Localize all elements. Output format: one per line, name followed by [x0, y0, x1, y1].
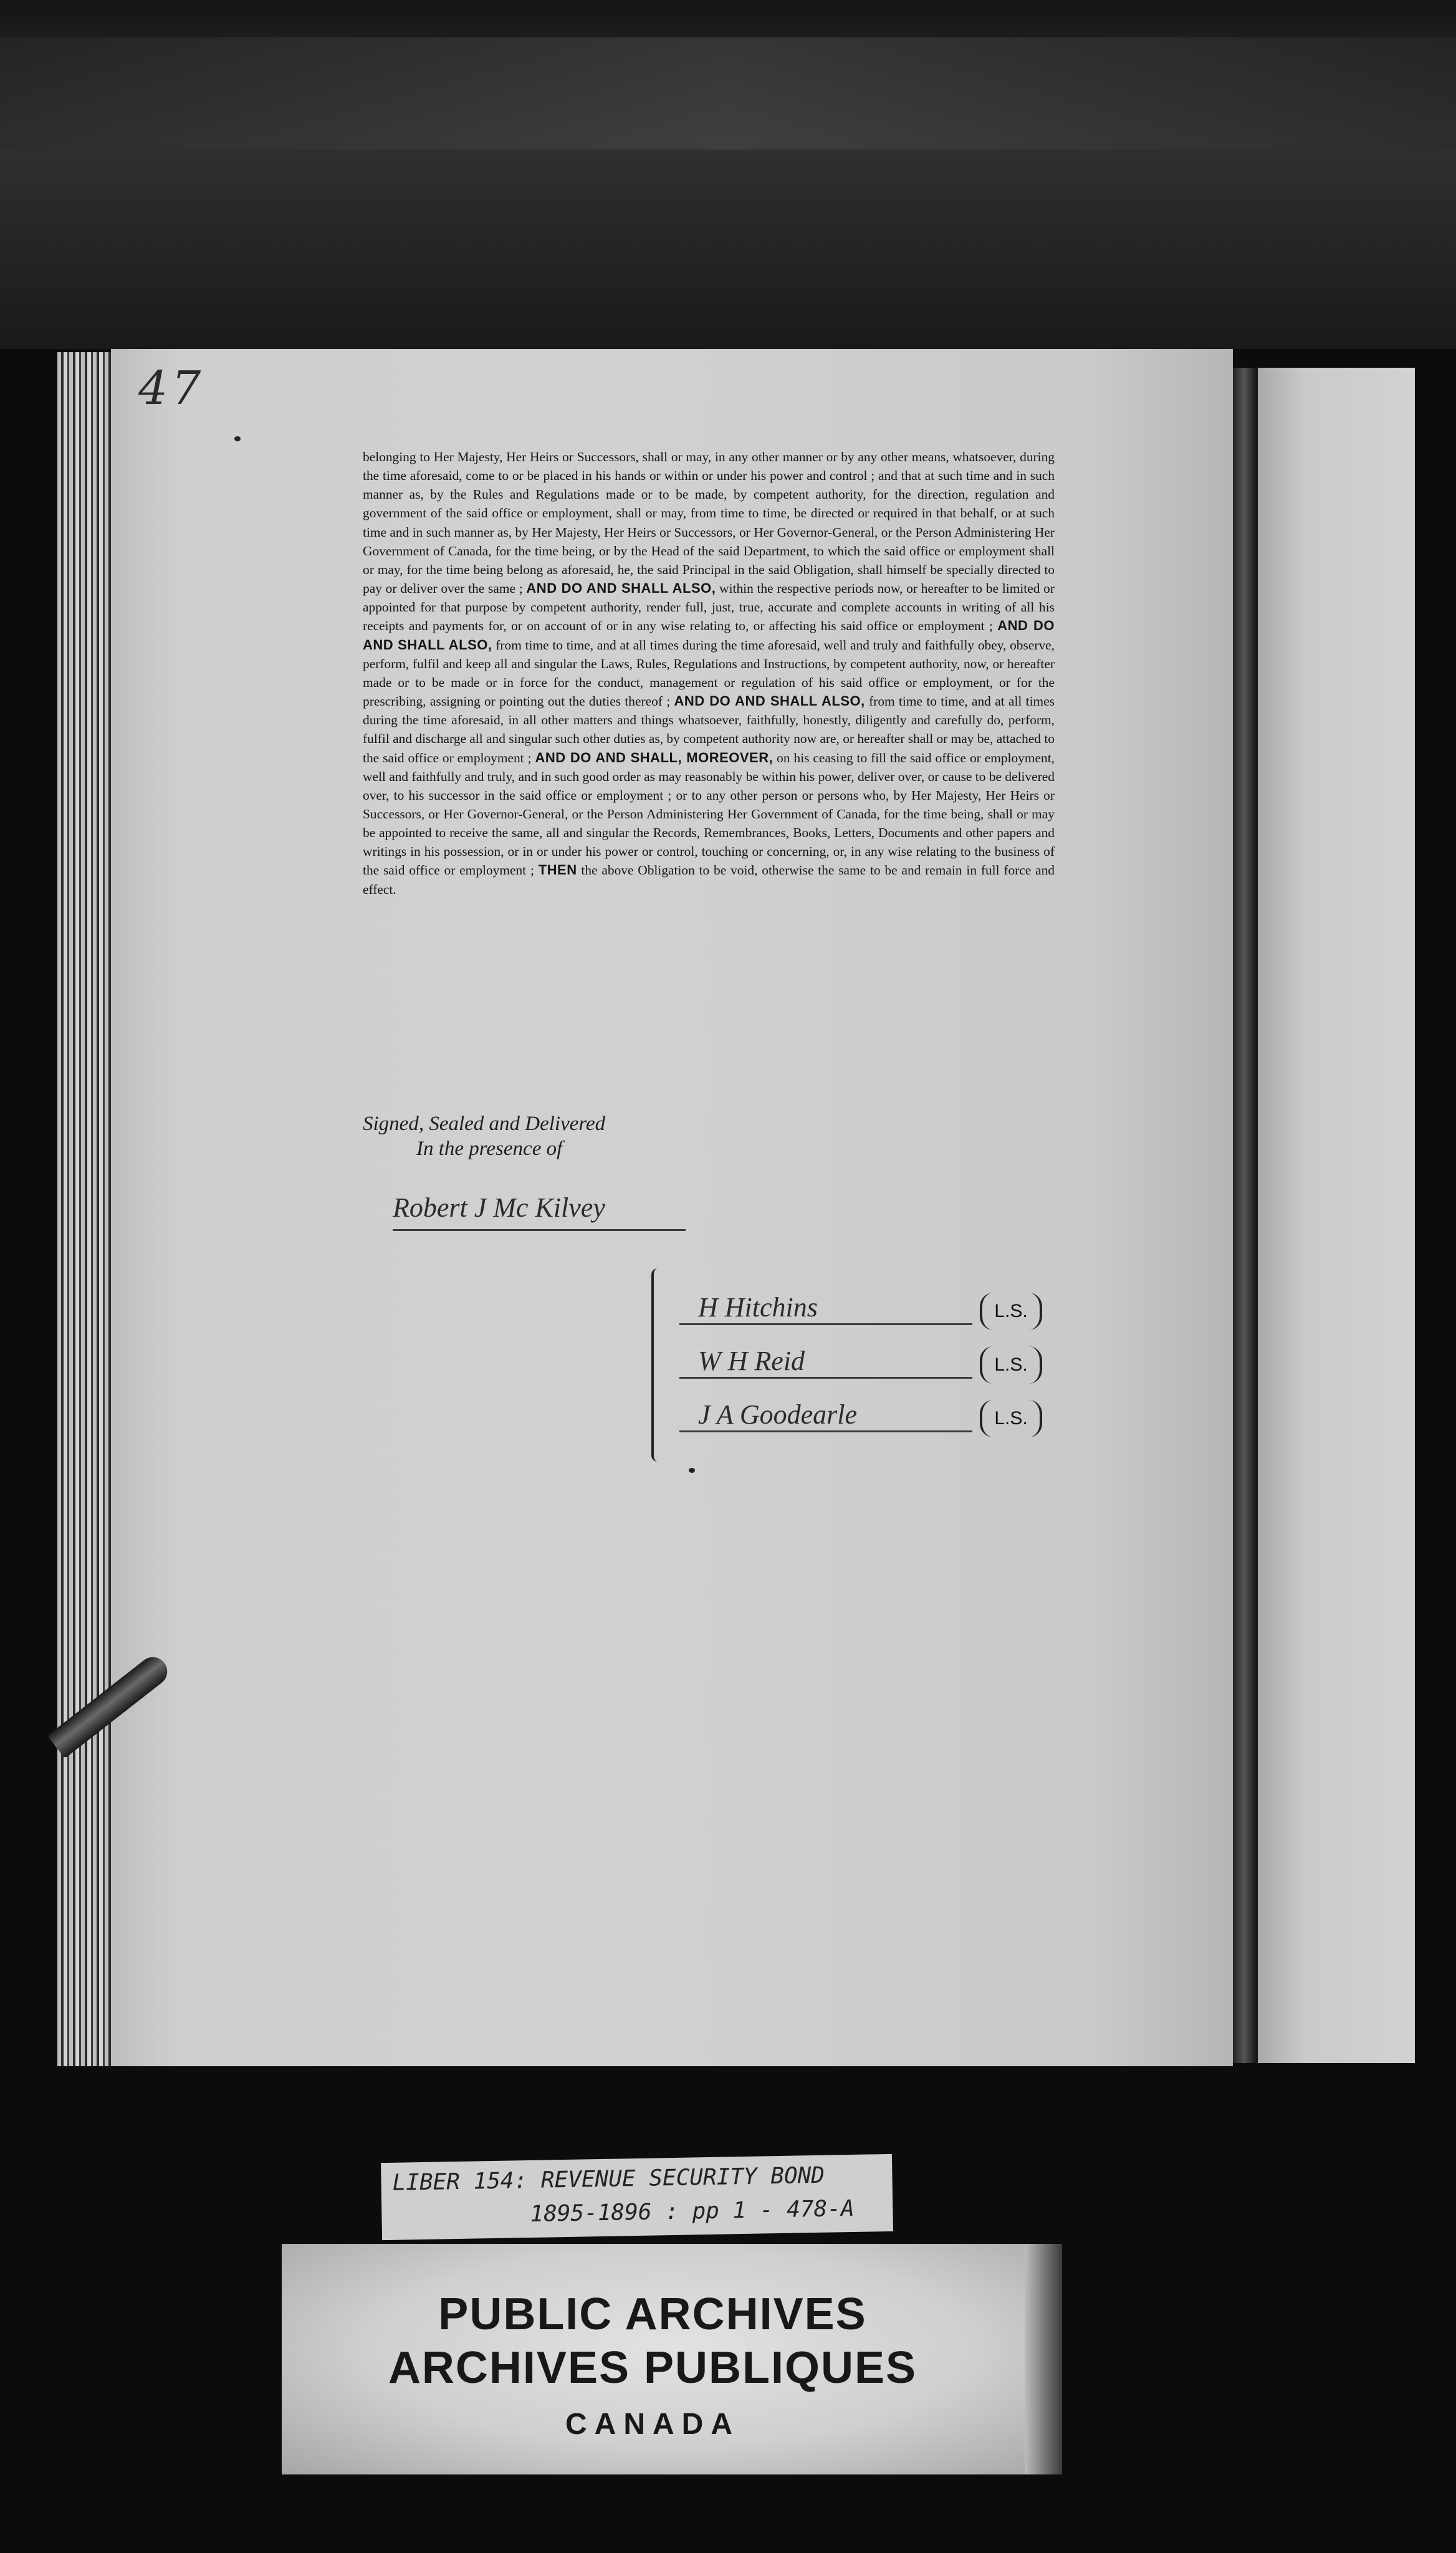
ls-seal: L.S.: [980, 1293, 1042, 1330]
reference-label-line2: 1895-1896 : pp 1 - 478-A: [530, 2195, 855, 2227]
signatory-row: [679, 1345, 1078, 1389]
reference-label-line1: LIBER 154: REVENUE SECURITY BOND: [392, 2162, 825, 2196]
folio-number: 47: [138, 362, 205, 415]
witness-heading: [363, 1111, 605, 1161]
clause-text: belonging to Her Majesty, Her Heirs or Successors, shall or may, in any other manner or by any other means, whatsoever, during the time aforesaid, come to or be placed in his hands or within or under his power and control ; and that at such time and in such manner as, by the Rules and Regulations made or to be made, by competent authority, for the direction, regulation and government of the said office or employment, shall or may, from time to time, be directed or required in that behalf, or at such time and in such manner as, by Her Majesty, Her Heirs or Successors, or Her Governor-General, or the Person Administering Her Government of Canada, for the time being, or by the Head of the said Department, to which the said office or employment shall or may, for the time being belong as aforesaid, he, the said Principal in the said Obligation, shall himself be specially directed to pay or deliver over the same ;: [363, 449, 1055, 596]
clause-heading: AND DO AND SHALL ALSO,: [363, 618, 1055, 653]
clause-text: from time to time, and at all times during the time aforesaid, well and truly and faithfully obey, observe, perform, fulfil and keep all and singular the Laws, Rules, Regulations and Instructions, by competent authority, now, or hereafter made or to be made or in force for the conduct, management or regulation of his said office or employment, or for the prescribing, assigning or pointing out the duties thereof ;: [363, 637, 1055, 709]
signatory-signature: J A Goodearle: [679, 1399, 972, 1432]
clause-text: on his ceasing to fill the said office or employment, well and faithfully and truly, and in such good order as may reasonably be within his power, deliver over, or cause to be delivered over, to his successor in the said office or employment ; or to any other person or persons who, by Her Majesty, Her Heirs or Successors, or Her Governor-General, or the Person Administering Her Government of Canada, for the time being, shall or may be appointed to receive the same, all and singular the Records, Remembrances, Books, Letters, Documents and other papers and writings in his possession, or in or under his power or control, touching or concerning, or, in any wise relating to the business of the said office or employment ;: [363, 750, 1055, 878]
clause-heading: AND DO AND SHALL ALSO,: [526, 580, 716, 596]
film-light-band: [0, 37, 1456, 150]
signatory-bracket: [651, 1268, 663, 1462]
signatory-row: [679, 1399, 1078, 1442]
witness-heading-line1: Signed, Sealed and Delivered: [363, 1113, 606, 1135]
witness-heading-line2: In the presence of: [416, 1138, 563, 1160]
archives-title-en: PUBLIC ARCHIVES: [438, 2289, 867, 2339]
book-page-edges: [57, 352, 115, 2066]
clause-text: from time to time, and at all times during the time aforesaid, in all other matters and things whatsoever, faithfully, honestly, diligently and carefully do, perform, fulfil and discharge all and singular such other duties as, by competent authority now are, or hereafter shall or may be, attached to the said office or employment ;: [363, 694, 1055, 765]
archives-card: [282, 2244, 1062, 2474]
clause-text: the above Obligation to be void, otherwise the same to be and remain in full force and effect.: [363, 863, 1055, 897]
ink-speck: [234, 436, 241, 441]
clause-heading: THEN: [538, 862, 577, 878]
reference-label: [381, 2154, 893, 2240]
clause-heading: AND DO AND SHALL ALSO,: [674, 693, 865, 709]
clause-text: within the respective periods now, or hereafter to be limited or appointed for that purpose by competent authority, render full, just, true, accurate and complete accounts in writing of all his receipts and payments for, or on account of or in any wise relating to, or affecting his said office or employment ;: [363, 581, 1055, 634]
clause-heading: AND DO AND SHALL, MOREOVER,: [535, 749, 774, 765]
signatory-signature: H Hitchins: [679, 1291, 972, 1325]
bond-body-text: [363, 448, 1055, 899]
witness-signature: Robert J Mc Kilvey: [393, 1192, 686, 1231]
signatory-row: [679, 1291, 1078, 1335]
facing-page-edge: [1258, 368, 1415, 2063]
ls-seal: L.S.: [980, 1400, 1042, 1437]
archives-card-edge: [1025, 2244, 1062, 2474]
archives-title-fr: ARCHIVES PUBLIQUES: [388, 2343, 917, 2393]
ink-speck: [689, 1468, 695, 1473]
ls-seal: L.S.: [980, 1346, 1042, 1384]
signatory-signature: W H Reid: [679, 1345, 972, 1379]
archives-country: CANADA: [565, 2408, 740, 2441]
bond-paragraph: [363, 448, 1055, 899]
book-gutter: [1233, 368, 1258, 2063]
